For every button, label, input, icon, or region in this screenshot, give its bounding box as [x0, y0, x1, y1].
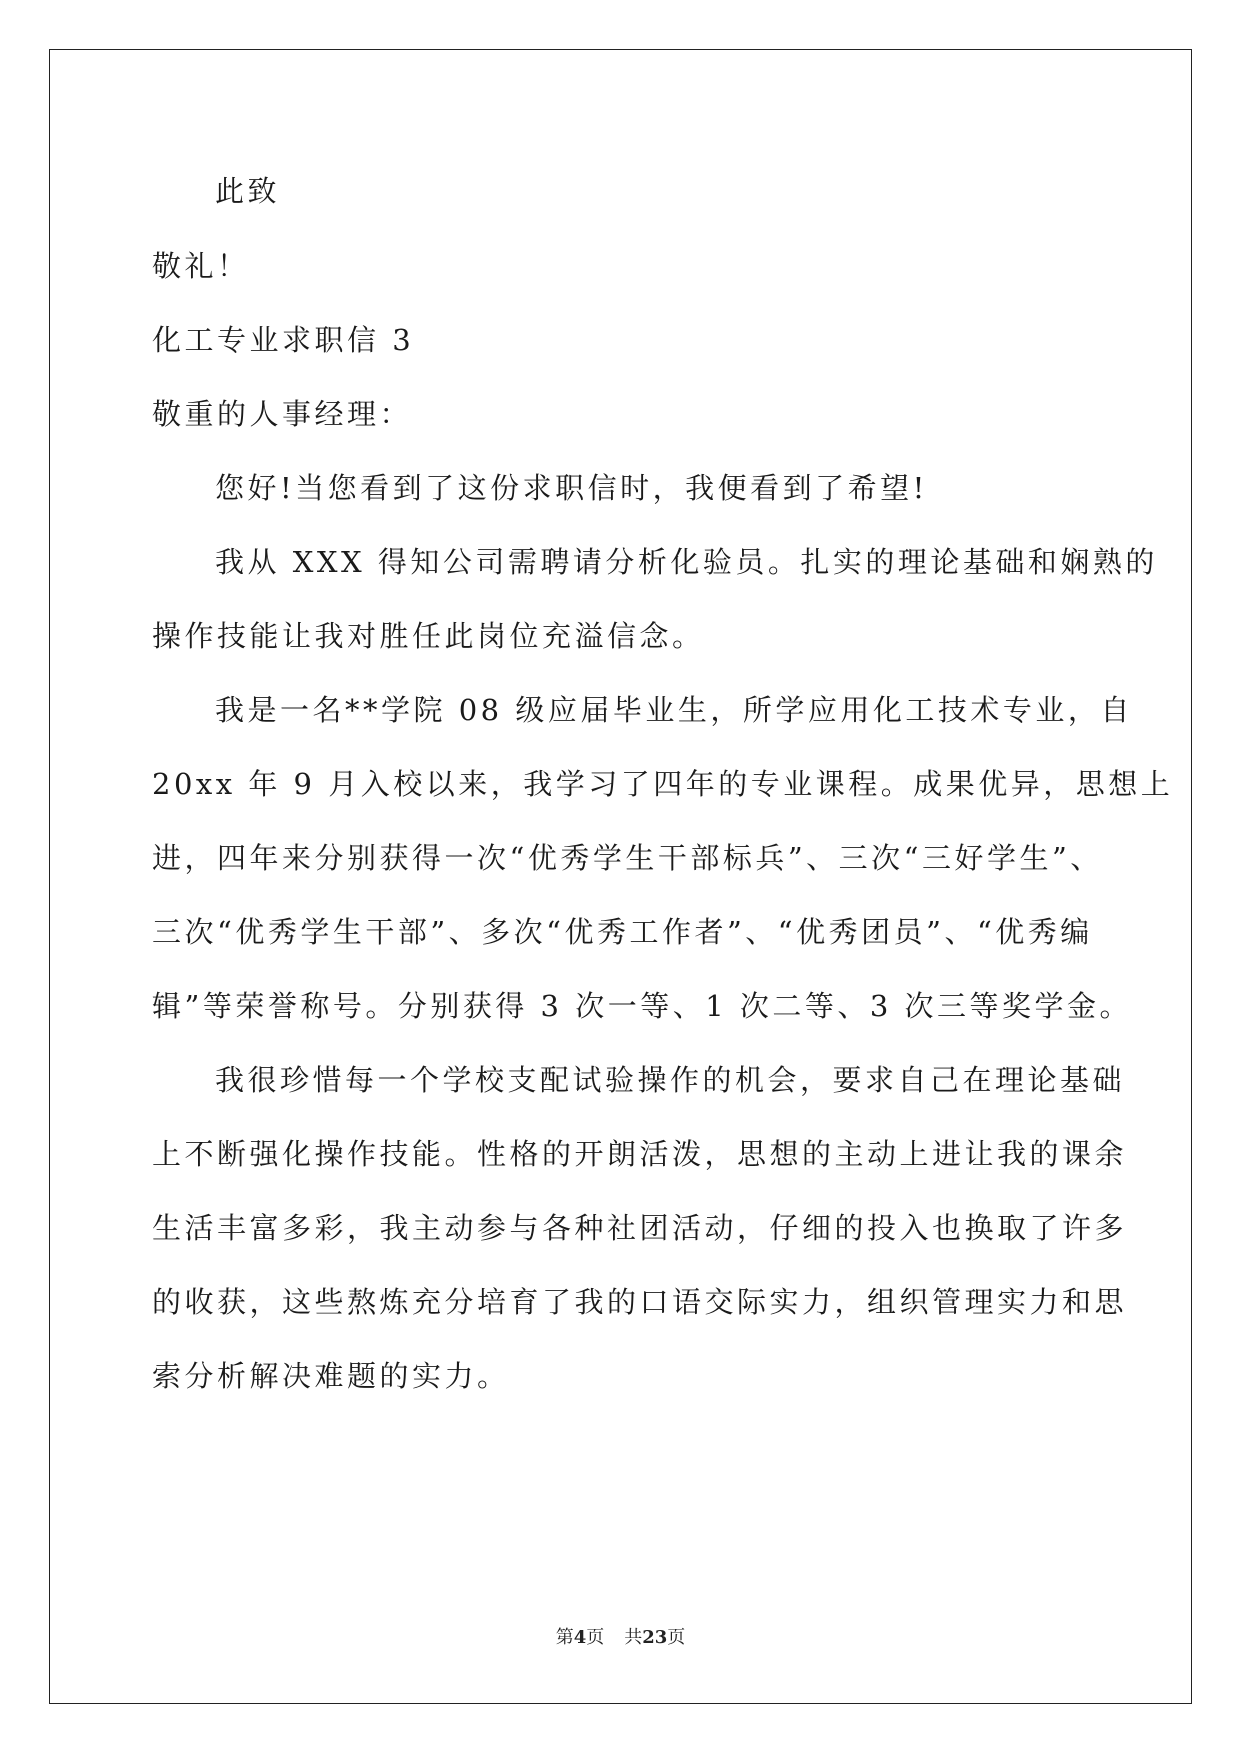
footer-total-prefix: 共: [624, 1627, 643, 1648]
body-line: 索分析解决难题的实力。: [152, 1359, 510, 1393]
closing-salutation: 此致: [215, 174, 281, 208]
body-line: 20xx 年 9 月入校以来，我学习了四年的专业课程。成果优异，思想上: [152, 767, 1174, 801]
footer-page-suffix: 页: [586, 1627, 605, 1648]
body-line: 您好!当您看到了这份求职信时，我便看到了希望!: [215, 471, 928, 505]
body-line: 操作技能让我对胜任此岗位充溢信念。: [152, 619, 705, 653]
footer-page-number: 4: [573, 1627, 587, 1648]
letter-greeting: 敬重的人事经理：: [152, 397, 413, 431]
footer-total-pages: 23: [642, 1627, 668, 1648]
body-line: 我很珍惜每一个学校支配试验操作的机会，要求自己在理论基础: [215, 1063, 1126, 1097]
body-line: 上不断强化操作技能。性格的开朗活泼，思想的主动上进让我的课余: [152, 1137, 1128, 1171]
body-line: 辑”等荣誉称号。分别获得 3 次一等、1 次二等、3 次三等奖学金。: [152, 989, 1133, 1023]
closing-regards: 敬礼！: [152, 249, 250, 283]
body-line: 三次“优秀学生干部”、多次“优秀工作者”、“优秀团员”、“优秀编: [152, 915, 1093, 949]
page-footer: [0, 1626, 1241, 1650]
body-line: 进，四年来分别获得一次“优秀学生干部标兵”、三次“三好学生”、: [152, 841, 1103, 875]
footer-total-suffix: 页: [667, 1627, 686, 1648]
body-line: 我是一名**学院 08 级应届毕业生，所学应用化工技术专业，自: [215, 693, 1133, 727]
body-line: 我从 XXX 得知公司需聘请分析化验员。扎实的理论基础和娴熟的: [215, 545, 1158, 579]
body-line: 的收获，这些熬炼充分培育了我的口语交际实力，组织管理实力和思: [152, 1285, 1128, 1319]
letter-title: 化工专业求职信 3: [152, 323, 415, 357]
footer-page-prefix: 第: [555, 1627, 574, 1648]
body-line: 生活丰富多彩，我主动参与各种社团活动，仔细的投入也换取了许多: [152, 1211, 1128, 1245]
